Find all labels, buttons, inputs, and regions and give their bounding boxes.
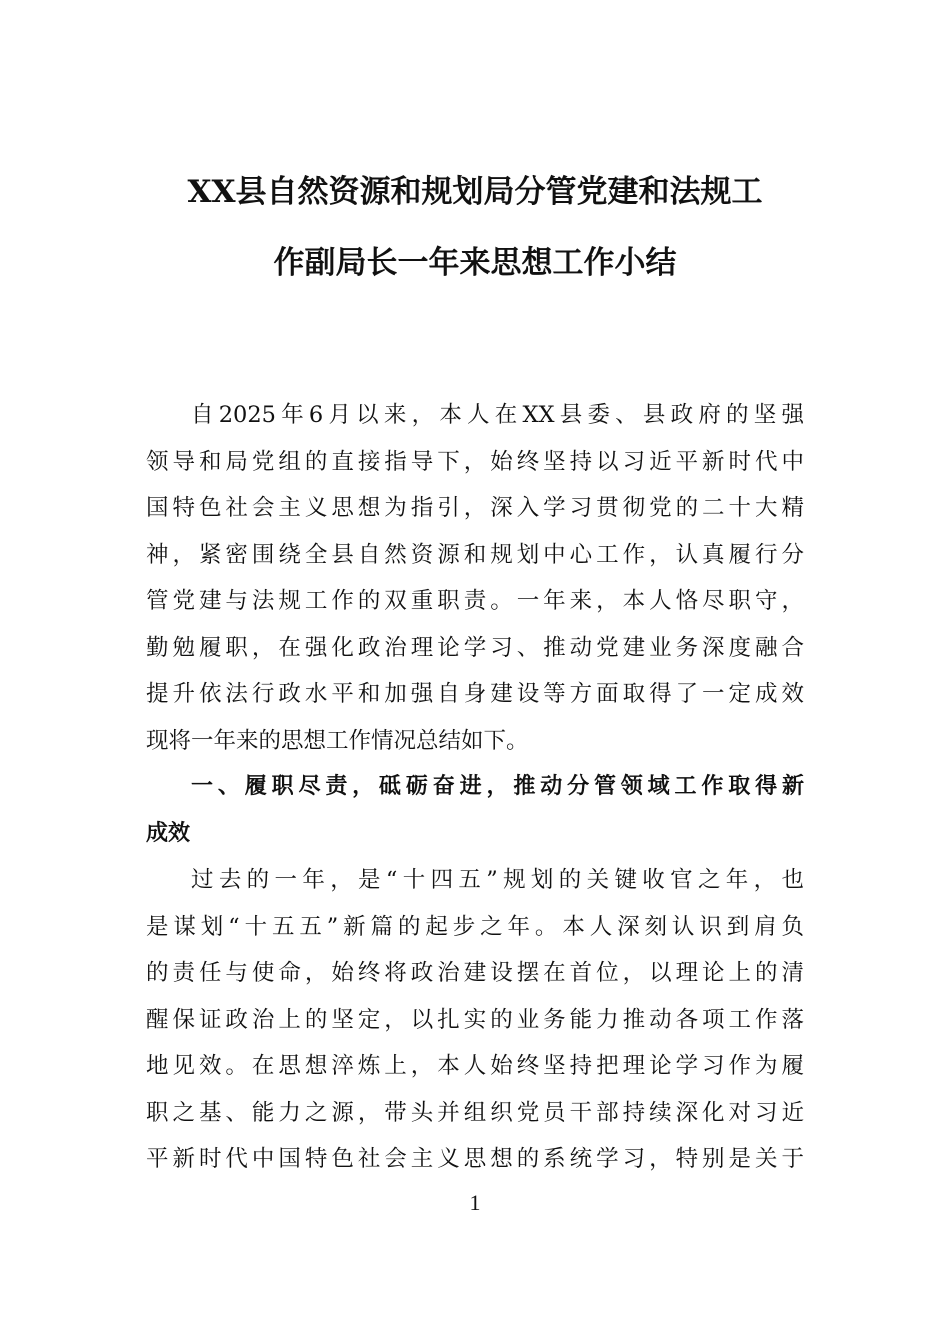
text-line: 是谋划“十五五”新篇的起步之年。本人深刻认识到肩负 [146, 913, 804, 940]
text-line: 国特色社会主义思想为指引，深入学习贯彻党的二十大精 [146, 495, 804, 521]
section-heading-1 [146, 764, 804, 857]
text-line: 现将一年来的思想工作情况总结如下。 [146, 727, 529, 754]
text-line: 提升依法行政水平和加强自身建设等方面取得了一定成效 [146, 681, 804, 707]
heading-line: 成效 [146, 820, 191, 846]
paragraph-intro [146, 392, 804, 764]
text-line: 勤勉履职，在强化政治理论学习、推动党建业务深度融合 [146, 634, 804, 661]
text-line: 的责任与使命，始终将政治建设摆在首位，以理论上的清 [146, 960, 804, 986]
document-body [146, 392, 804, 1183]
text-line: 神，紧密围绕全县自然资源和规划中心工作，认真履行分 [146, 541, 804, 568]
text-line: 醒保证政治上的坚定，以扎实的业务能力推动各项工作落 [146, 1006, 804, 1033]
title-line: XX县自然资源和规划局分管党建和法规工 [187, 174, 763, 210]
heading-line: 一、履职尽责，砥砺奋进，推动分管领域工作取得新 [191, 774, 804, 799]
text-line: 过去的一年，是“十四五”规划的关键收官之年，也 [191, 867, 804, 893]
paragraph-section-1 [146, 857, 804, 1183]
text-line: 平新时代中国特色社会主义思想的系统学习，特别是关于 [146, 1146, 804, 1172]
text-line: 地见效。在思想淬炼上，本人始终坚持把理论学习作为履 [146, 1053, 804, 1079]
text-line: 管党建与法规工作的双重职责。一年来，本人恪尽职守， [146, 588, 804, 614]
text-line: 领导和局党组的直接指导下，始终坚持以习近平新时代中 [146, 448, 804, 475]
document-title [120, 168, 830, 310]
text-line: 自2025年6月以来，本人在XX县委、县政府的坚强 [191, 402, 804, 428]
page-number: 1 [469, 1190, 481, 1215]
text-line: 职之基、能力之源，带头并组织党员干部持续深化对习近 [146, 1099, 804, 1126]
title-line: 作副局长一年来思想工作小结 [273, 245, 677, 281]
